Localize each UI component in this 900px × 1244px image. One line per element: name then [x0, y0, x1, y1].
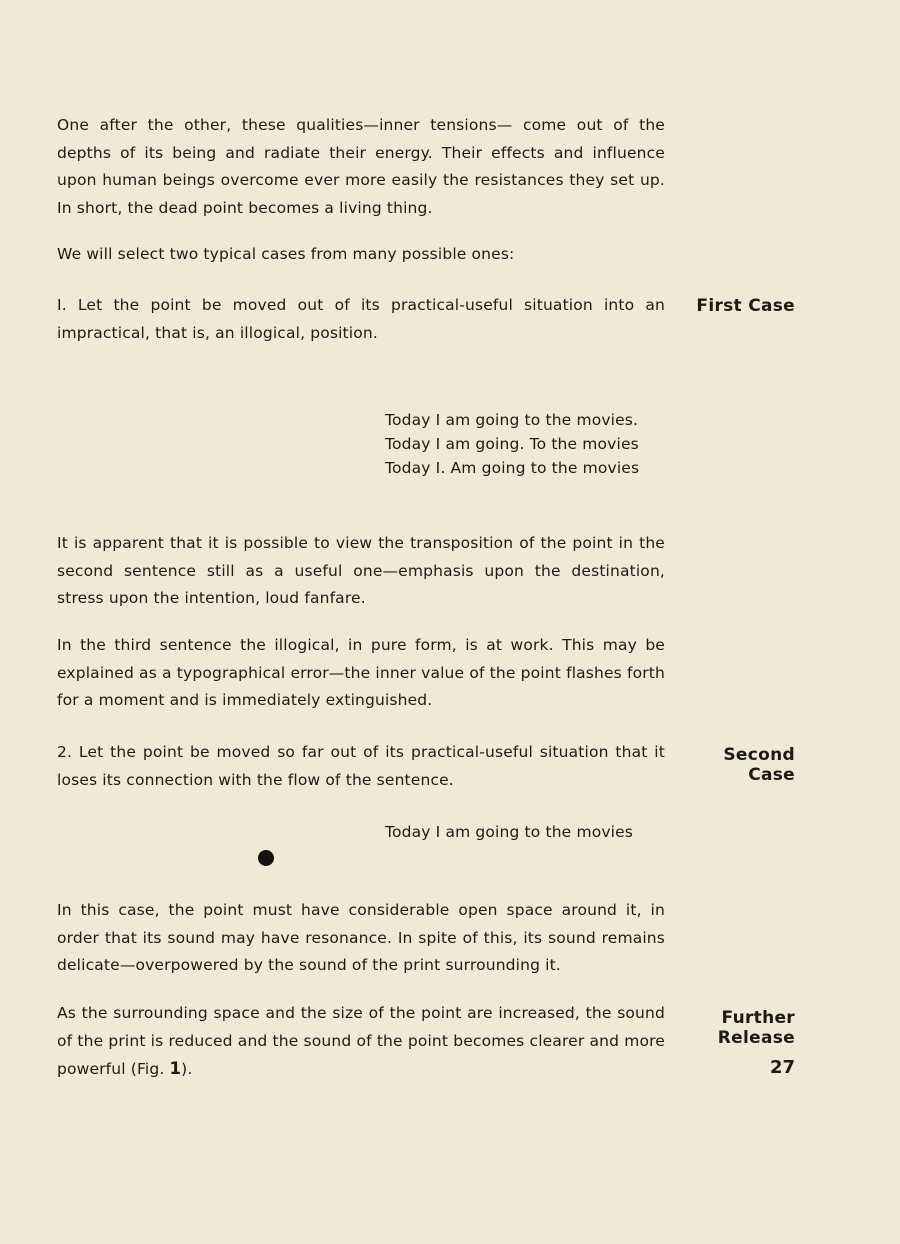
margin-note-release-line: Release	[717, 1028, 795, 1048]
margin-note-second-case	[723, 745, 795, 785]
margin-note-second-line: Second	[723, 745, 795, 765]
isolated-point	[258, 850, 274, 866]
margin-note-further-release	[718, 1008, 795, 1048]
paragraph-further-release-end: ).	[181, 1060, 193, 1078]
example-sentences-first	[385, 408, 665, 480]
example-sentence-second: Today I am going to the movies	[385, 823, 634, 841]
paragraph-third-sentence: In the third sentence the illogical, in pure form, is at work. This may be explained as a typographical error—the inner value of the point flashes forth for a moment and is immediately extinguished.	[57, 636, 665, 709]
page-number: 27	[769, 1057, 795, 1078]
paragraph-further-release-text: As the surrounding space and the size of the point are increased, the sound of the print is reduced and the sound of the point becomes clearer and more powerful (Fig.	[57, 1004, 665, 1078]
paragraph-further-release	[57, 1000, 665, 1084]
paragraph-open-space: In this case, the point must have considerable open space around it, in order that its sound may have resonance. In spite of this, its sound remains delicate—overpowered by the sound of the print surrounding it.	[57, 901, 665, 974]
paragraph-first-case: I. Let the point be moved out of its practical-useful situation into an impractical, that is, an illogical, position.	[57, 296, 665, 342]
paragraph-two-cases: We will select two typical cases from many possible ones:	[57, 245, 515, 263]
example-line-3: Today I. Am going to the movies	[385, 459, 640, 477]
example-line-2: Today I am going. To the movies	[385, 435, 639, 453]
margin-note-first-case: First Case	[696, 296, 795, 316]
margin-note-case-line: Case	[748, 765, 795, 785]
paragraph-second-case: 2. Let the point be moved so far out of its practical-useful situation that it loses its connection with the flow of the sentence.	[57, 743, 665, 789]
example-line-1: Today I am going to the movies.	[385, 411, 639, 429]
paragraph-second-sentence: It is apparent that it is possible to view the transposition of the point in the second sentence still as a useful one—emphasis upon the destination, stress upon the intention, loud fanfare.	[57, 534, 665, 607]
paragraph-inner-tensions: One after the other, these qualities—inner tensions— come out of the depths of its being and radiate their energy. Their effects and influence upon human beings overcome ever more easily the resistances they set up. In short, the dead point becomes a living thing.	[57, 116, 665, 217]
figure-reference: 1	[169, 1059, 182, 1078]
margin-note-further-line: Further	[721, 1008, 795, 1028]
